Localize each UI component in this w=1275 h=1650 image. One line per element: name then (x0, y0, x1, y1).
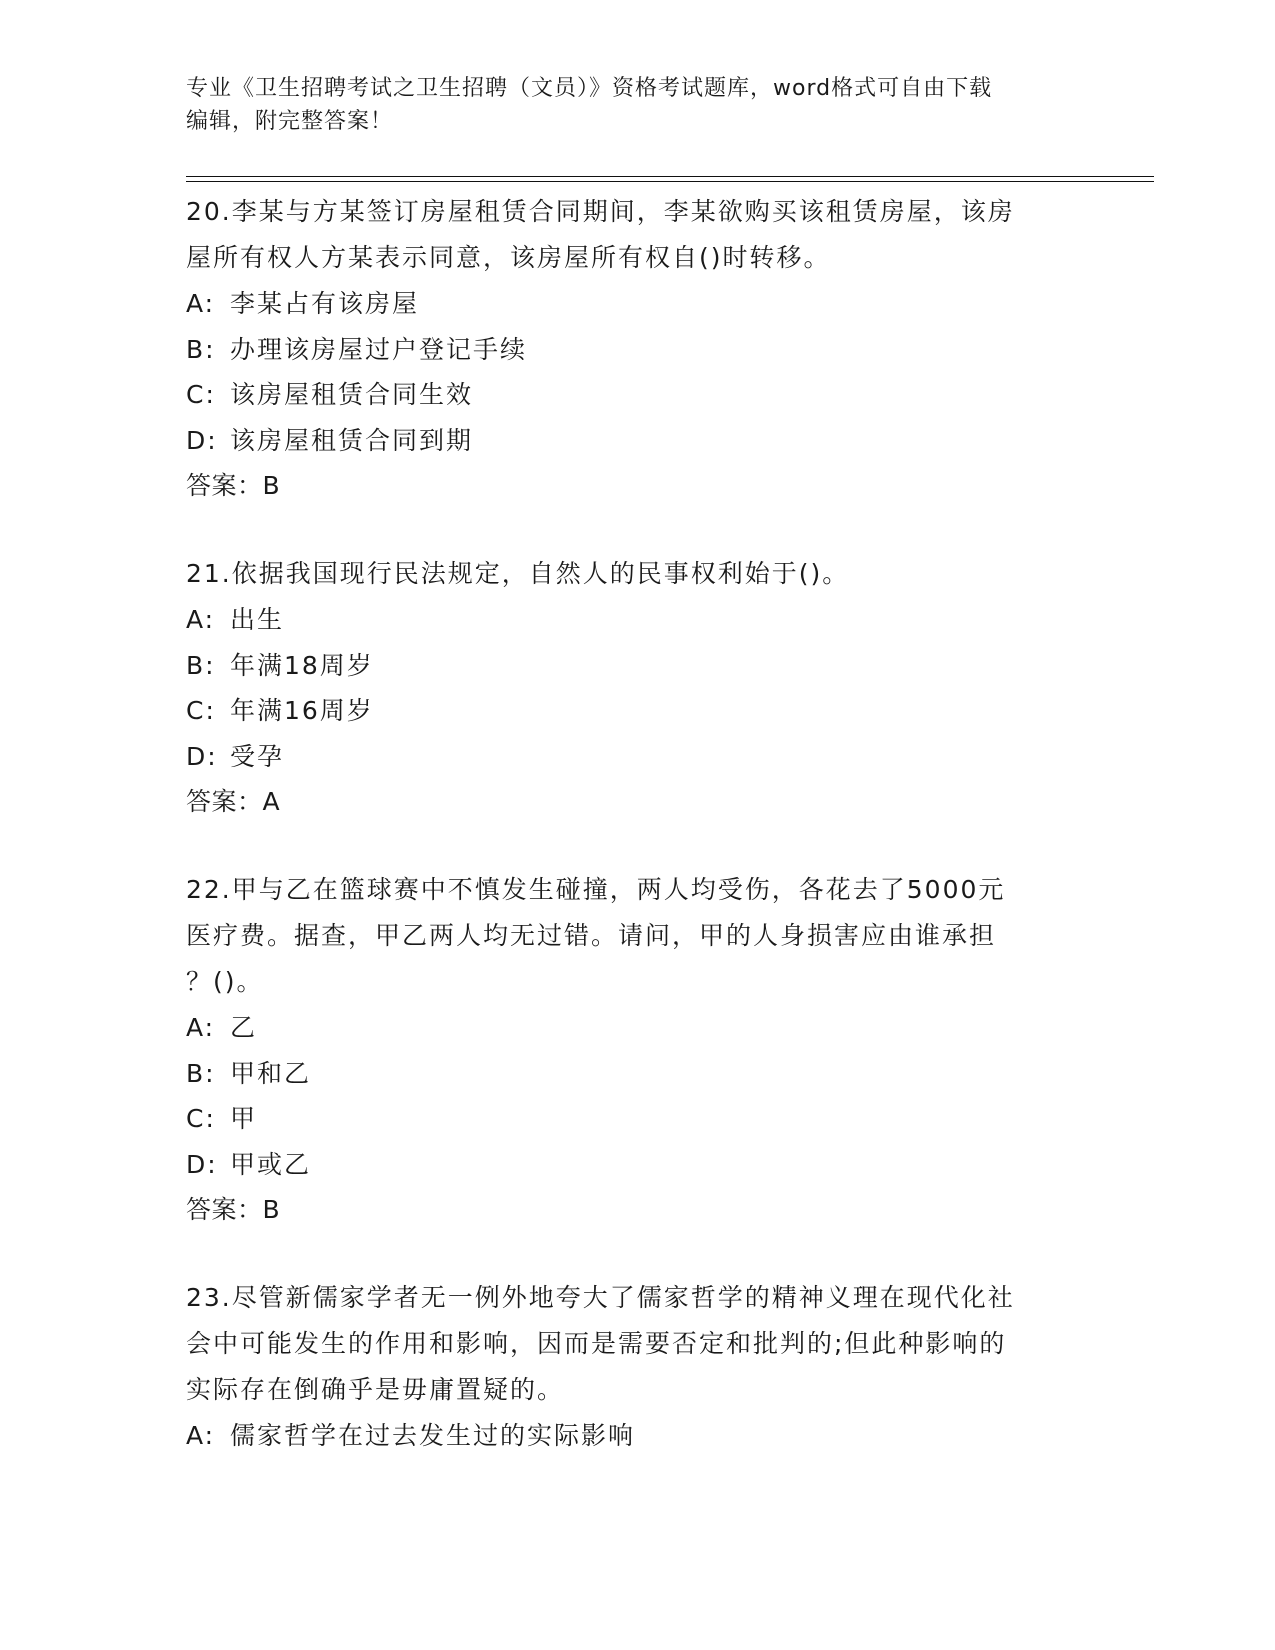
stem-line: 22.甲与乙在篮球赛中不慎发生碰撞，两人均受伤，各花去了5000元 (186, 875, 1006, 904)
option-letter: D: (186, 425, 218, 455)
question-22 (186, 867, 1086, 1233)
option-letter: D: (186, 741, 218, 771)
answer-line: 答案：A (186, 787, 281, 816)
stem-line: 屋所有权人方某表示同意，该房屋所有权自()时转移。 (186, 243, 831, 272)
question-stem (186, 867, 1086, 1005)
option-text: 该房屋租赁合同到期 (230, 425, 474, 455)
stem-line: 医疗费。据查，甲乙两人均无过错。请问，甲的人身损害应由谁承担 (186, 921, 997, 950)
stem-line: 21.依据我国现行民法规定，自然人的民事权利始于()。 (186, 559, 850, 588)
option-letter: A: (186, 605, 216, 634)
header-line-1: 专业《卫生招聘考试之卫生招聘（文员）》资格考试题库，word格式可自由下载 (186, 76, 993, 101)
question-23 (186, 1275, 1086, 1459)
question-stem (186, 551, 1086, 597)
header-divider-top (186, 176, 1154, 177)
option-letter: A: (186, 1013, 216, 1042)
option-letter: B: (186, 1058, 216, 1088)
option-text: 儒家哲学在过去发生过的实际影响 (230, 1421, 636, 1450)
option-text: 出生 (230, 605, 285, 634)
option-c (186, 688, 1086, 734)
option-text: 办理该房屋过户登记手续 (230, 334, 528, 364)
question-stem (186, 1275, 1086, 1413)
option-text: 乙 (230, 1013, 258, 1042)
stem-line: 实际存在倒确乎是毋庸置疑的。 (186, 1375, 565, 1404)
option-text: 受孕 (230, 741, 285, 771)
stem-line: 23.尽管新儒家学者无一例外地夸大了儒家哲学的精神义理在现代化社 (186, 1283, 1015, 1312)
option-d (186, 734, 1086, 780)
option-a (186, 1005, 1086, 1051)
answer-line: 答案：B (186, 471, 281, 500)
option-a (186, 597, 1086, 643)
option-letter: C: (186, 696, 216, 725)
question-stem (186, 189, 1086, 281)
option-letter: C: (186, 380, 216, 409)
option-text: 年满16周岁 (230, 696, 374, 725)
option-a (186, 1413, 1086, 1459)
option-text: 年满18周岁 (230, 650, 374, 680)
option-d (186, 418, 1086, 464)
question-20 (186, 189, 1086, 509)
answer-line: 答案：B (186, 1195, 281, 1224)
option-b (186, 327, 1086, 373)
option-d (186, 1142, 1086, 1188)
option-b (186, 643, 1086, 689)
stem-line: ？()。 (186, 967, 264, 996)
option-letter: C: (186, 1104, 216, 1133)
stem-line: 20.李某与方某签订房屋租赁合同期间，李某欲购买该租赁房屋，该房 (186, 197, 1015, 226)
option-letter: A: (186, 289, 216, 318)
option-b (186, 1051, 1086, 1097)
question-21 (186, 551, 1086, 825)
option-text: 甲 (230, 1104, 258, 1133)
option-text: 甲和乙 (230, 1058, 312, 1088)
stem-line: 会中可能发生的作用和影响，因而是需要否定和批判的;但此种影响的 (186, 1329, 1007, 1358)
option-letter: B: (186, 650, 216, 680)
option-letter: A: (186, 1421, 216, 1450)
document-header (186, 72, 1086, 138)
option-c (186, 1096, 1086, 1142)
question-list (186, 189, 1086, 1501)
header-divider-bottom (186, 181, 1154, 182)
option-c (186, 372, 1086, 418)
option-text: 李某占有该房屋 (230, 289, 420, 318)
option-a (186, 281, 1086, 327)
option-letter: B: (186, 334, 216, 364)
header-line-2: 编辑，附完整答案！ (186, 109, 394, 134)
option-text: 甲或乙 (230, 1149, 312, 1179)
option-letter: D: (186, 1149, 218, 1179)
option-text: 该房屋租赁合同生效 (230, 380, 474, 409)
